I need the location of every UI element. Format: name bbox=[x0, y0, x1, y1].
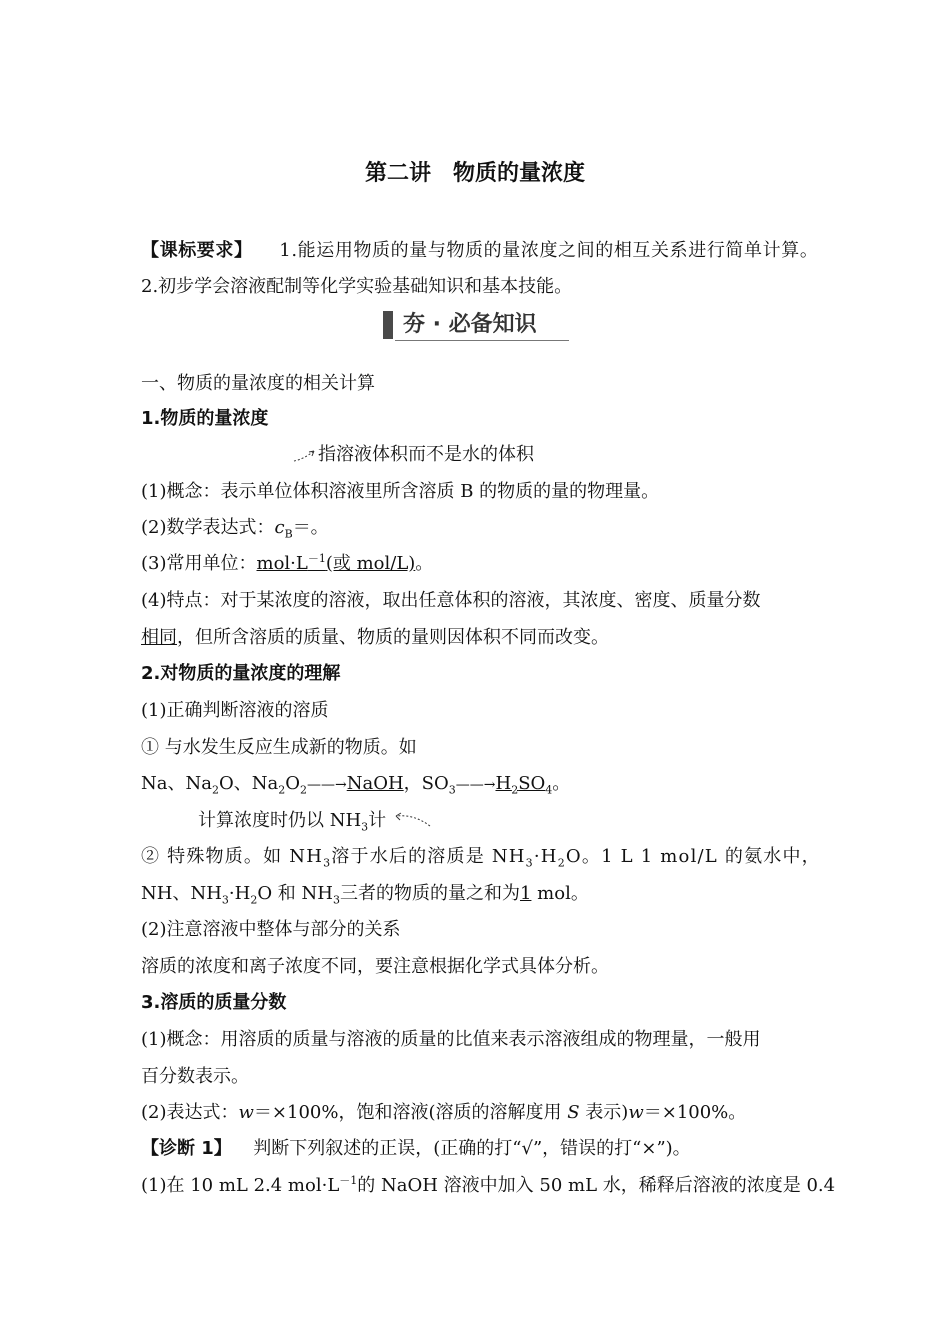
subsection-heading-2: 2.对物质的量浓度的理解 bbox=[141, 663, 341, 684]
mf-w: w bbox=[628, 1102, 644, 1123]
eq-sub: 2 bbox=[278, 783, 286, 797]
ion-concentration-line: 溶质的浓度和离子浓度不同，要注意根据化学式具体分析。 bbox=[141, 956, 609, 977]
arrow-icon: ——→ bbox=[306, 777, 347, 793]
formula-label: (2)数学表达式： bbox=[141, 517, 275, 538]
mass-fraction-line-2: 百分数表示。 bbox=[141, 1066, 249, 1087]
concept-line: (1)概念：表示单位体积溶液里所含溶质 B 的物质的量的物理量。 bbox=[141, 481, 660, 502]
sum-e: mol。 bbox=[531, 883, 589, 904]
special-b: 溶于水后的溶质是 NH bbox=[331, 846, 526, 867]
diagnosis-tag: 【诊断 1】 bbox=[141, 1138, 232, 1159]
mf-b: ＝×100%，饱和溶液(溶质的溶解度用 bbox=[253, 1102, 568, 1123]
special-sub: 2 bbox=[557, 856, 566, 870]
formula-c: c bbox=[274, 517, 285, 538]
annotation-nh3-b: 计 bbox=[368, 810, 387, 831]
mf-c: 表示) bbox=[579, 1102, 629, 1123]
mf-s: S bbox=[567, 1102, 580, 1123]
curriculum-requirement-line-1 bbox=[141, 239, 818, 263]
eq-sub: 2 bbox=[211, 783, 219, 797]
reaction-line: ① 与水发生反应生成新的物质。如 bbox=[141, 737, 417, 758]
eq-sub: 3 bbox=[448, 783, 456, 797]
annotation-nh3-sub: 3 bbox=[361, 820, 369, 834]
unit-label: (3)常用单位： bbox=[141, 553, 257, 574]
ammonia-sum-line bbox=[141, 882, 589, 906]
whole-part-line: (2)注意溶液中整体与部分的关系 bbox=[141, 919, 401, 940]
item-b: 的 NaOH 溶液中加入 50 mL 水，稀释后溶液的浓度是 0.4 bbox=[357, 1175, 836, 1196]
arrow-icon: ——→ bbox=[455, 777, 496, 793]
feature-line-1: (4)特点：对于某浓度的溶液，取出任意体积的溶液，其浓度、密度、质量分数 bbox=[141, 590, 761, 611]
eq-o2: O bbox=[285, 773, 300, 794]
dashed-arrow-icon bbox=[392, 812, 432, 830]
eq-sub: 4 bbox=[545, 783, 553, 797]
equation-line bbox=[141, 772, 570, 797]
sum-d: 三者的物质的量之和为 bbox=[339, 883, 520, 904]
unit-value bbox=[257, 553, 416, 574]
sum-sub: 3 bbox=[332, 893, 340, 907]
banner-label: 夯 · 必备知识 bbox=[403, 312, 537, 337]
mf-d: ＝×100%。 bbox=[643, 1102, 747, 1123]
eq-h2so4 bbox=[495, 773, 553, 797]
subsection-heading-3: 3.溶质的质量分数 bbox=[141, 992, 287, 1013]
dashed-arrow-icon bbox=[292, 446, 318, 464]
formula-suffix: ＝。 bbox=[292, 517, 329, 538]
eq-na: Na、Na bbox=[141, 773, 212, 794]
eq-so4: SO bbox=[518, 773, 546, 794]
banner-bar bbox=[383, 311, 393, 339]
special-a: ② 特殊物质。如 NH bbox=[141, 846, 324, 867]
banner-underline bbox=[395, 340, 569, 341]
solute-judgement-line: (1)正确判断溶液的溶质 bbox=[141, 700, 329, 721]
feature-underlined: 相同 bbox=[141, 627, 177, 648]
unit-suffix: 。 bbox=[415, 553, 434, 574]
mass-fraction-line-1: (1)概念：用溶质的质量与溶液的质量的比值来表示溶液组成的物理量，一般用 bbox=[141, 1029, 761, 1050]
special-c: ·H bbox=[533, 846, 558, 867]
formula-line bbox=[141, 516, 329, 540]
feature-line-2 bbox=[141, 626, 609, 650]
section-banner bbox=[383, 309, 569, 341]
feature-rest: ，但所含溶质的质量、物质的量则因体积不同而改变。 bbox=[177, 627, 609, 648]
unit-a: mol·L bbox=[256, 553, 308, 574]
unit-b: (或 mol/L) bbox=[325, 553, 416, 574]
special-d: O。1 L 1 mol/L 的氨水中， bbox=[565, 846, 821, 867]
eq-sub: 2 bbox=[511, 783, 519, 797]
mf-w: w bbox=[238, 1102, 254, 1123]
mass-fraction-formula bbox=[141, 1101, 746, 1125]
diagnosis-line bbox=[141, 1137, 691, 1161]
annotation-nh3-a: 计算浓度时仍以 NH bbox=[198, 810, 362, 831]
page-title: 第二讲 物质的量浓度 bbox=[364, 161, 585, 186]
sum-b: ·H bbox=[228, 883, 251, 904]
unit-line bbox=[141, 552, 433, 576]
annotation-nh3 bbox=[198, 809, 432, 833]
unit-sup: －1 bbox=[307, 552, 326, 565]
item-sup: －1 bbox=[339, 1174, 358, 1187]
special-sub: 3 bbox=[525, 856, 534, 870]
eq-naoh: NaOH bbox=[346, 773, 404, 794]
requirement-1: 1.能运用物质的量与物质的量浓度之间的相互关系进行简单计算。 bbox=[279, 240, 819, 261]
eq-so: ，SO bbox=[403, 773, 449, 794]
item-a: (1)在 10 mL 2.4 mol·L bbox=[141, 1175, 340, 1196]
requirement-2: 2.初步学会溶液配制等化学实验基础知识和基本技能。 bbox=[141, 276, 573, 297]
eq-sub: 2 bbox=[299, 783, 307, 797]
sum-c: O 和 NH bbox=[257, 883, 333, 904]
diagnosis-item-1 bbox=[141, 1174, 835, 1198]
diagnosis-text: 判断下列叙述的正误，(正确的打“√”，错误的打“×”)。 bbox=[253, 1138, 691, 1159]
annotation-text: 指溶液体积而不是水的体积 bbox=[318, 444, 534, 465]
special-substance-line bbox=[141, 845, 821, 869]
sum-answer: 1 bbox=[519, 883, 532, 904]
formula-sub: B bbox=[284, 527, 293, 541]
curriculum-tag: 【课标要求】 bbox=[141, 240, 253, 261]
section-heading-1: 一、物质的量浓度的相关计算 bbox=[141, 373, 375, 394]
eq-o: O、Na bbox=[218, 773, 279, 794]
mf-a: (2)表达式： bbox=[141, 1102, 239, 1123]
subsection-heading-1: 1.物质的量浓度 bbox=[141, 408, 269, 429]
special-sub: 3 bbox=[323, 856, 332, 870]
sum-sub: 3 bbox=[221, 893, 229, 907]
annotation-volume bbox=[292, 443, 534, 467]
sum-a: NH、NH bbox=[141, 883, 222, 904]
eq-end: 。 bbox=[552, 773, 571, 794]
eq-h: H bbox=[495, 773, 512, 794]
sum-sub: 2 bbox=[250, 893, 258, 907]
